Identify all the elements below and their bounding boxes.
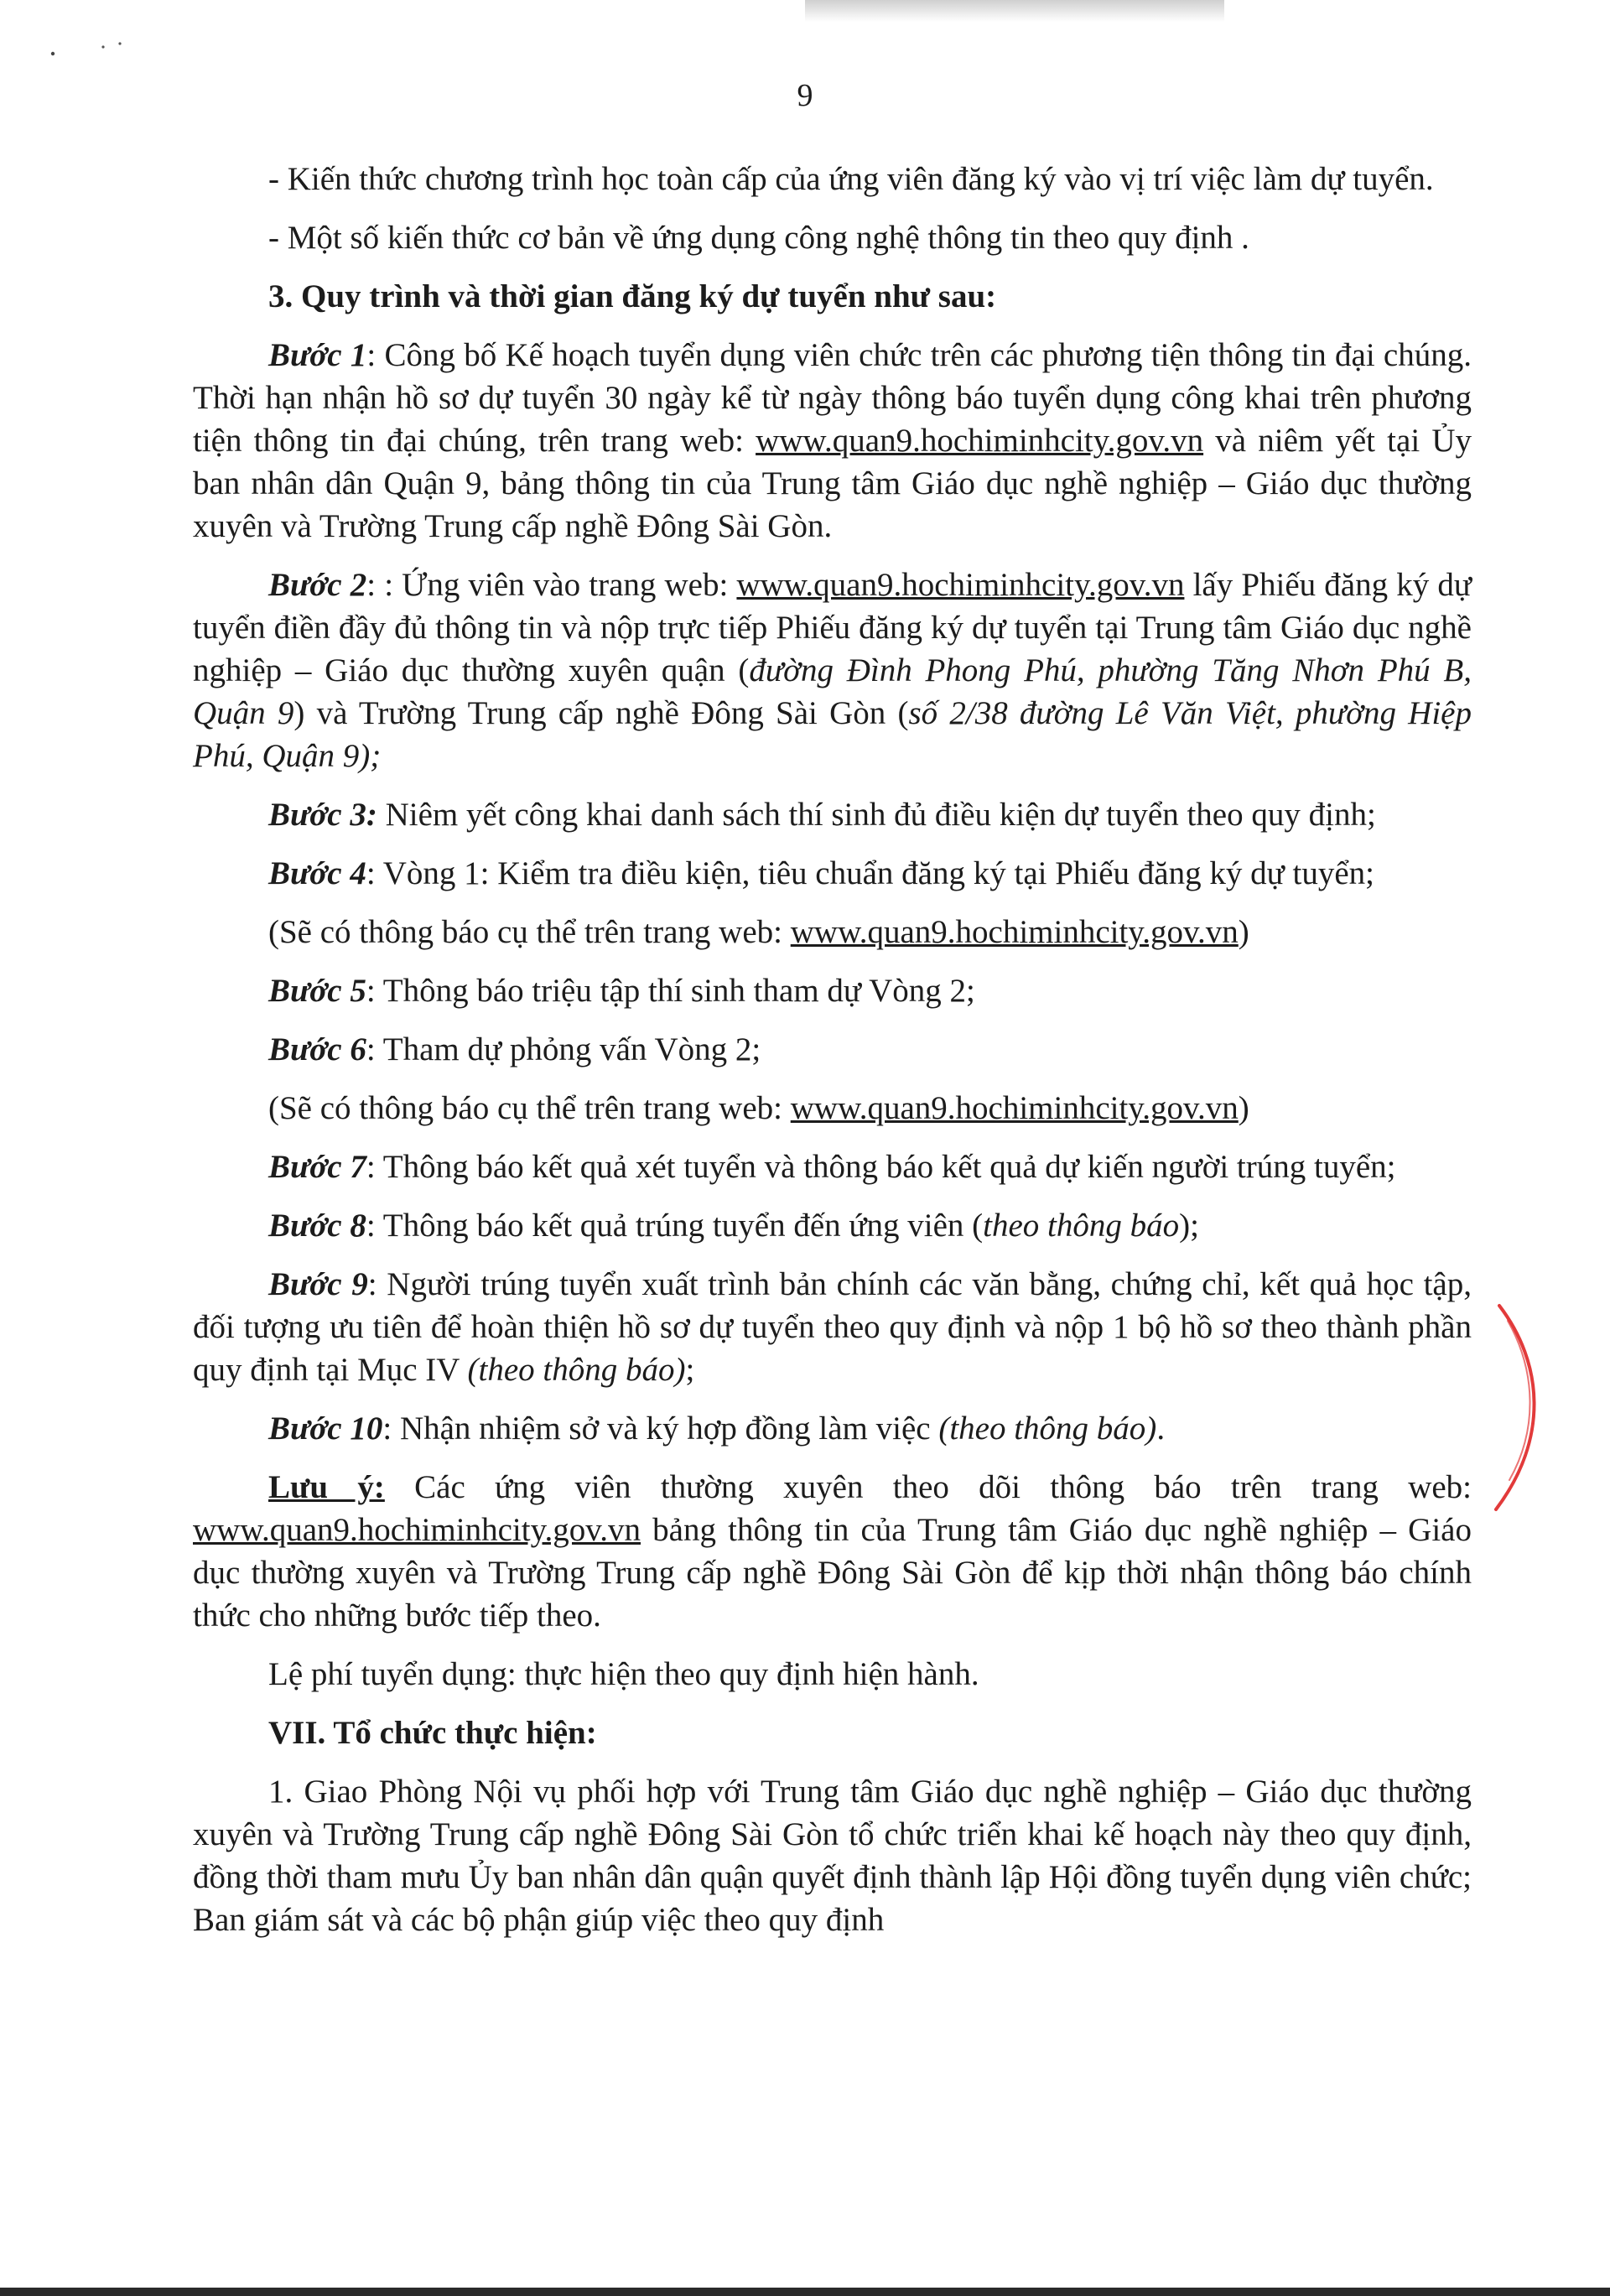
step-2: [193, 564, 1472, 777]
website-link[interactable]: www.quan9.hochiminhcity.gov.vn: [790, 914, 1239, 950]
step-text: : Tham dự phỏng vấn Vòng 2;: [366, 1031, 761, 1067]
step-text: lấy Phiếu đăng ký dự tuyển điền đầy đủ thông tin và nộp trực tiếp Phiếu đăng ký dự tuyển tại Trung tâm Giáo dục nghề nghiệp – Giáo dục thường xuyên quận (: [193, 567, 1472, 688]
website-link[interactable]: www.quan9.hochiminhcity.gov.vn: [756, 423, 1204, 459]
red-pen-mark: [1484, 1296, 1560, 1522]
document-body: [193, 158, 1472, 1957]
note-paragraph: [193, 1466, 1472, 1637]
step-8: [193, 1204, 1472, 1247]
step-close: ;: [685, 1352, 695, 1388]
note-label: Lưu ý:: [268, 1469, 385, 1505]
step-text: : Thông báo kết quả xét tuyển và thông báo kết quả dự kiến người trúng tuyển;: [366, 1149, 1396, 1185]
step-text: : Công bố Kế hoạch tuyển dụng viên chức trên các phương tiện thông tin đại chúng. Thời hạn nhận hồ sơ dự tuyển 30 ngày kể từ ngày thông báo tuyển dụng công khai trên phương tiện thông tin đại chúng, trên trang web:: [193, 337, 1472, 459]
step-1: [193, 334, 1472, 548]
step-text: ) và Trường Trung cấp nghề Đông Sài Gòn (: [293, 695, 909, 731]
fee-paragraph: Lệ phí tuyển dụng: thực hiện theo quy định hiện hành.: [268, 1656, 979, 1692]
section-heading-7: VII. Tổ chức thực hiện:: [268, 1715, 597, 1751]
step-italic: theo thông báo: [983, 1208, 1180, 1244]
step-7: [193, 1145, 1472, 1188]
step-label: Bước 10: [268, 1410, 383, 1447]
scan-specks: [46, 34, 147, 67]
step-close: .: [1156, 1410, 1166, 1447]
step-italic: (theo thông báo): [938, 1410, 1157, 1447]
website-link[interactable]: www.quan9.hochiminhcity.gov.vn: [790, 1090, 1239, 1126]
scan-smudge: [805, 0, 1224, 22]
note-close: ): [1238, 1090, 1249, 1126]
step-text: : Thông báo kết quả trúng tuyển đến ứng viên (: [366, 1208, 984, 1244]
step-close: );: [1179, 1208, 1199, 1244]
step-10: [193, 1407, 1472, 1450]
step-4: [193, 852, 1472, 895]
step-label: Bước 5: [268, 973, 366, 1009]
step-6: [193, 1028, 1472, 1071]
note-step-6: [193, 1087, 1472, 1130]
step-italic: (theo thông báo): [467, 1352, 686, 1388]
step-3: [193, 793, 1472, 836]
item-1: 1. Giao Phòng Nội vụ phối hợp với Trung tâm Giáo dục nghề nghiệp – Giáo dục thường xuyên và Trường Trung cấp nghề Đông Sài Gòn tổ chức triển khai kế hoạch này theo quy định, đồng thời tham mưu Ủy ban nhân dân quận quyết định thành lập Hội đồng tuyển dụng viên chức; Ban giám sát và các bộ phận giúp việc theo quy định: [193, 1774, 1472, 1938]
step-label: Bước 6: [268, 1031, 366, 1067]
step-text: : Thông báo triệu tập thí sinh tham dự Vòng 2;: [366, 973, 975, 1009]
step-text: : Nhận nhiệm sở và ký hợp đồng làm việc: [382, 1410, 939, 1447]
note-text: (Sẽ có thông báo cụ thể trên trang web:: [268, 914, 791, 950]
address-text: số 2/38 đường Lê Văn Việt, phường Hiệp Phú, Quận 9);: [193, 695, 1472, 774]
note-text: Các ứng viên thường xuyên theo dõi thông báo trên trang web:: [384, 1469, 1472, 1505]
section-heading-3: 3. Quy trình và thời gian đăng ký dự tuyển như sau:: [268, 278, 997, 314]
step-label: Bước 2: [268, 567, 367, 603]
step-text: : : Ứng viên vào trang web:: [366, 567, 737, 603]
page-number: 9: [797, 78, 813, 113]
scan-edge: [0, 2288, 1610, 2296]
step-label: Bước 1: [268, 337, 367, 373]
website-link[interactable]: www.quan9.hochiminhcity.gov.vn: [736, 567, 1185, 603]
step-text: và niêm yết tại Ủy ban nhân dân Quận 9, bảng thông tin của Trung tâm Giáo dục nghề nghiệp – Giáo dục thường xuyên và Trường Trung cấp nghề Đông Sài Gòn.: [193, 423, 1472, 544]
step-text: Niêm yết công khai danh sách thí sinh đủ điều kiện dự tuyển theo quy định;: [377, 797, 1376, 833]
step-label: Bước 4: [268, 855, 366, 891]
step-5: [193, 969, 1472, 1012]
website-link[interactable]: www.quan9.hochiminhcity.gov.vn: [193, 1512, 641, 1548]
note-close: ): [1238, 914, 1249, 950]
note-text: bảng thông tin của Trung tâm Giáo dục nghề nghiệp – Giáo dục thường xuyên và Trường Trung cấp nghề Đông Sài Gòn để kịp thời nhận thông báo chính thức cho những bước tiếp theo.: [193, 1512, 1472, 1634]
paragraph-it-knowledge: - Một số kiến thức cơ bản về ứng dụng công nghệ thông tin theo quy định .: [268, 220, 1249, 256]
paragraph-knowledge: - Kiến thức chương trình học toàn cấp của ứng viên đăng ký vào vị trí việc làm dự tuyển.: [268, 161, 1434, 197]
note-step-4: [193, 911, 1472, 953]
step-text: : Vòng 1: Kiểm tra điều kiện, tiêu chuẩn đăng ký tại Phiếu đăng ký dự tuyển;: [366, 855, 1374, 891]
step-9: [193, 1263, 1472, 1391]
step-label: Bước 7: [268, 1149, 366, 1185]
step-label: Bước 3:: [268, 797, 377, 833]
note-text: (Sẽ có thông báo cụ thể trên trang web:: [268, 1090, 791, 1126]
address-text: đường Đình Phong Phú, phường Tăng Nhơn Phú B, Quận 9: [193, 652, 1472, 731]
step-label: Bước 9: [268, 1266, 368, 1302]
step-text: : Người trúng tuyển xuất trình bản chính các văn bằng, chứng chỉ, kết quả học tập, đối tượng ưu tiên để hoàn thiện hồ sơ dự tuyển theo quy định và nộp 1 bộ hồ sơ theo thành phần quy định tại Mục IV: [193, 1266, 1472, 1388]
step-label: Bước 8: [268, 1208, 366, 1244]
